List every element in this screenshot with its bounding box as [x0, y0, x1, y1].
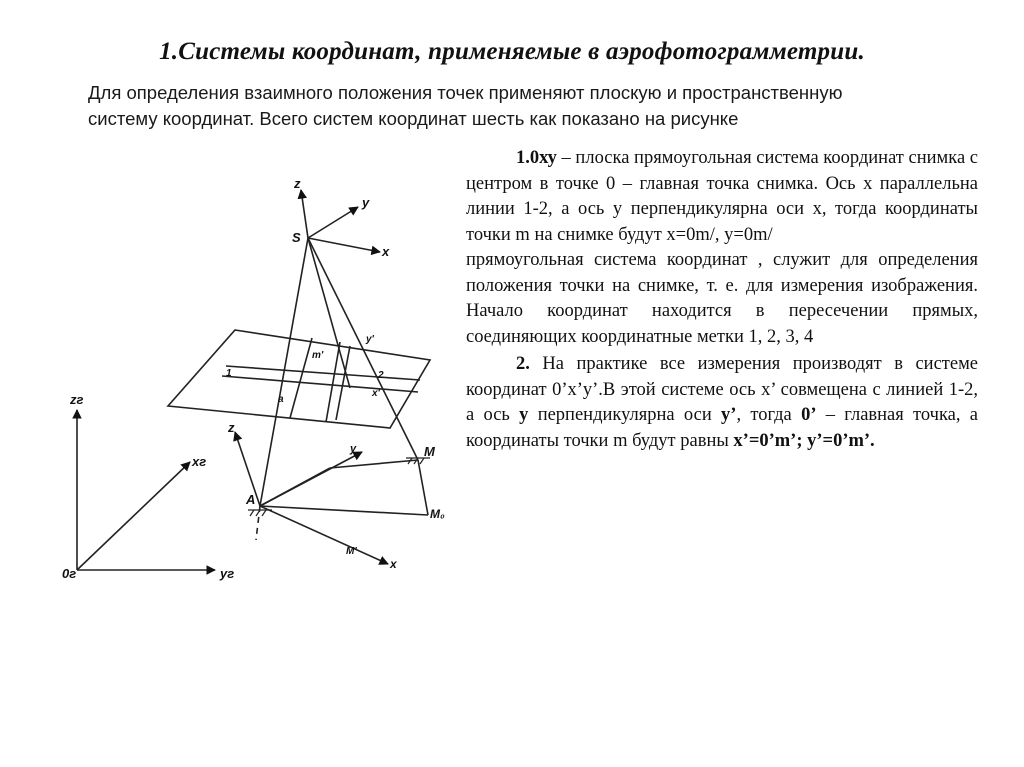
x-axis-top — [308, 238, 380, 252]
label-x-prime: x' — [372, 388, 380, 399]
photo-plane — [168, 330, 430, 428]
intro-line-1: Для определения взаимного положения точек применяют плоскую и пространственную — [88, 82, 843, 103]
label-yg: yг — [220, 566, 235, 581]
label-z-top: z — [294, 176, 301, 191]
paragraph-1 — [466, 146, 978, 248]
label-x-top: x — [382, 244, 390, 259]
label-z-mid: z — [228, 420, 235, 435]
label-y-prime: y' — [366, 334, 374, 345]
description-column — [466, 146, 978, 454]
intro-line-2: систему координат. Всего систем координат шесть как показано на рисунке — [88, 108, 739, 129]
coordinate-systems-figure — [50, 170, 450, 590]
paragraph-1-text: – плоска прямоугольная система координат снимка с центром в точке 0 – главная точка снимка. Ось х параллельна линии 1-2, а ось у перпендикулярна оси х, тогда координаты точки m на снимке будут х=0m/, у=0m/ — [466, 148, 978, 245]
label-xg: xг — [192, 454, 207, 469]
label-og: 0г — [62, 566, 77, 581]
x-axis-base — [260, 506, 388, 564]
xg-axis — [77, 462, 190, 570]
label-m-prime: m' — [312, 350, 324, 361]
paragraph-2: прямоугольная система координат , служит для определения положения точки на снимке, т. е. для измерения изображения. Начало координат находится в пересечении прямых, соединяющих координатные метки 1, 2, 3, 4 — [466, 250, 978, 347]
label-y-top: y — [362, 195, 370, 210]
label-one: 1 — [226, 368, 232, 379]
label-a-small: a — [278, 394, 284, 405]
label-a-big: A — [246, 492, 256, 507]
label-m0: M₀ — [430, 507, 445, 521]
label-zg: zг — [70, 392, 84, 407]
z-axis-top — [301, 190, 308, 238]
label-x-base: x — [390, 557, 397, 571]
ray-s-m — [308, 238, 418, 460]
label-y-mid: y — [350, 443, 357, 455]
page-title: 1.Системы координат, применяемые в аэрофотограмметрии. — [159, 38, 865, 65]
label-m-base: M' — [346, 546, 357, 557]
label-two: 2 — [378, 370, 384, 381]
label-s: S — [292, 230, 301, 245]
paragraph-3: 2. На практике все измерения производят в системе координат 0’х’у’.В этой системе ось х’ совмещена с линией 1-2, а ось у перпендикулярна оси у’, тогда 0’ – главная точка, а координаты точки m будут равны х’=0’m’; у’=0’m’. — [466, 354, 979, 451]
paragraph-3-number: 2. — [516, 354, 530, 374]
label-m-big: M — [424, 444, 435, 459]
intro-text — [88, 80, 968, 132]
paragraph-1-heading: 1.0ху — [516, 148, 557, 168]
y-axis-top — [308, 207, 358, 238]
y-axis-mid — [260, 452, 362, 506]
